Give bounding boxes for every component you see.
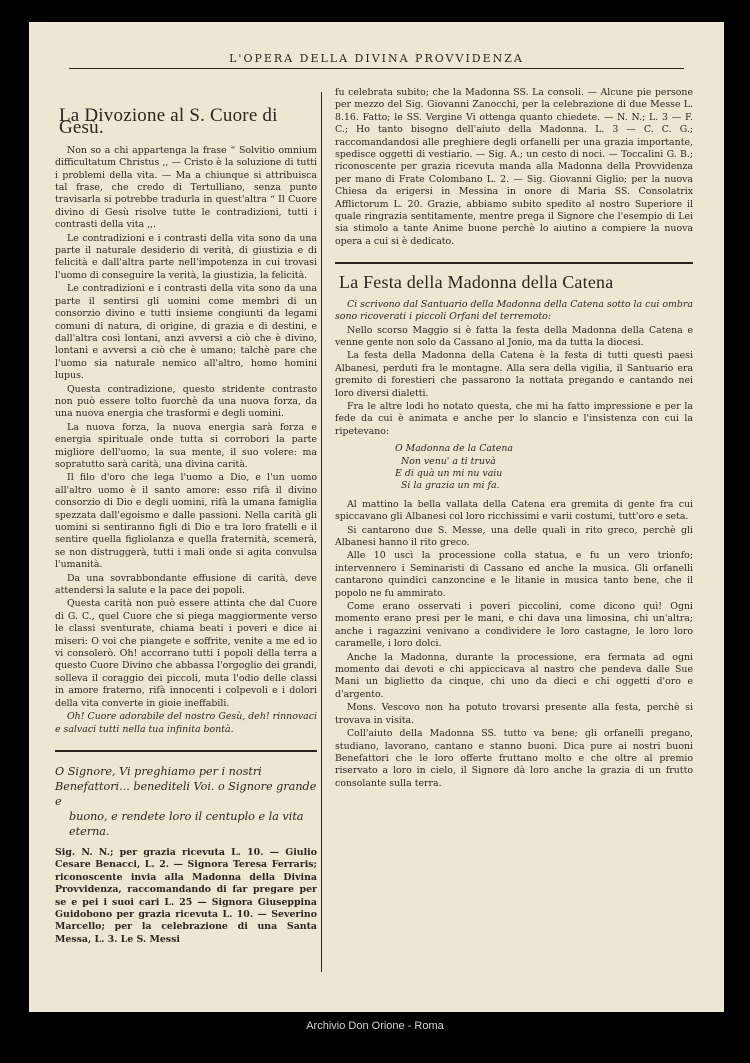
prayer-line: buono, e rendete loro il centuplo e la vita [69, 809, 304, 823]
paragraph: Mons. Vescovo non ha potuto trovarsi presente alla festa, perchè si trovava in visita. [335, 702, 693, 726]
article-title-sacred-heart: La Divozione al S. Cuore di Gesù. [59, 105, 278, 139]
donations-text: Sig. N. N.; per grazia ricevuta L. 10. — Giulio Cesare Benacci, L. 2. — Signora Teresa Ferraris; riconoscente invia alla Madonna della Divina Provvidenza, raccomandando di far pregare per se e pei i suoi cari L. 25 — Signora Giuseppina Guidobono per grazia ricevuta L. 10. — Severino Marcello; per la celebrazione di una Santa Messa, L. 3. Le S. Messi [55, 846, 317, 945]
paragraph: Coll'aiuto della Madonna SS. tutto va bene; gli orfanelli pregano, studiano, lavorano, cantano e stanno buoni. Dica pure ai nostri buoni Benefattori che le loro offerte fruttano molto e che oltre al premio riservato a loro in cielo, il Signore dà loro anche la grazia di un frutto consolante sulla terra. [335, 728, 693, 789]
article-intro: Ci scrivono dal Santuario della Madonna della Catena sotto la cui ombra sono ricoverati i piccoli Orfani del terremoto: [335, 298, 693, 323]
paragraph: Le contradizioni e i contrasti della vita sono da una parte il sentirsi gli uomini come membri di un consorzio divino e tutti insieme congiunti da legami comuni di natura, di origine, di grazia e di destini, e dall'altra così lontani, anzi avversi a ciò che è divino, lontani e avversi a ciò che è umano; talchè pare che l'uomo sia naturale nemico all'altro, homo homini lupus. [55, 283, 317, 382]
paragraph: Si cantarono due S. Messe, una delle quali in rito greco, perchè gli Albanesi hanno il rito greco. [335, 524, 693, 548]
paragraph: Questa carità non può essere attinta che dal Cuore di G. C., quel Cuore che si piega maggiormente verso le classi sventurate, chiama beati i poveri e dice ai miseri: O voi che piangete e soffrite, venite a me ed io vi consolerò. Oh! accorrano tutti i popoli della terra a questo Cuore Divino che abbassa l'orgoglio dei grandi, solleva il coraggio dei piccoli, muta l'odio delle classi in amore fraterno, rifà innocenti i colpevoli e i dolori della vita converte in gioie ineffabili. [55, 598, 317, 709]
song-verse [395, 443, 693, 493]
paragraph: Le contradizioni e i contrasti della vita sono da una parte il naturale desiderio di verità, di giustizia e di felicità e dall'altra parte nell'impotenza in cui trovasi l'uomo di conseguire la verità, la giustizia, la felicità. [55, 232, 317, 281]
donations-continued: fu celebrata subito; che la Madonna SS. La consoli. — Alcune pie persone per mezzo del Sig. Giovanni Zanocchi, per la celebrazione di due Messe L. 8.16. Fatto; le SS. Vergine Vi ottenga quanto chiedete. — N. N.; L. 3 — F. C.; Ho tanto bisogno dell'aiuto della Madonna. L. 3 — C. C. G.; raccomandandosi alle preghiere degli orfanelli per una grazia importante, spedisce oggetti di vestiario. — Sig. A.; un cesto di noci. — Toccalini G. B.; riconoscente per grazia ricevuta manda alla Madonna della Provvidenza per mano di Frate Colombano L. 2. — Sig. Giovanni Giglio; per la nuova Chiesa da erigersi in Messina in onore di Maria SS. Consolatrix Afflictorum L. 20. Grazie, abbiamo subito spedito al nostro Superiore il quale ringrazia sentitamente, mentre prega il Signore che l'esempio di Lei sia stimolo a tante Anime buone perchè lo aiutino a compiere la nuova opera a cui si è dedicato. [335, 87, 693, 247]
verse-line: Non venu' a ti truvà [401, 455, 496, 467]
prayer-line: O Signore, Vi preghiamo per i nostri Benefattori... benediteli Voi. o Signore grande e [55, 764, 317, 808]
newspaper-page [29, 22, 724, 1012]
verse-line: Si la grazia un mi fa. [401, 480, 500, 492]
paragraph: Al mattino la bella vallata della Catena era gremita di gente fra cui spiccavano gli Albanesi col loro ricchissimi e varii costumi, tutt'oro e seta. [335, 498, 693, 523]
donations-list [55, 847, 317, 946]
header-rule [69, 68, 684, 69]
paragraph: Non so a chi appartenga la frase “ Solvitio omnium difficultatum Christus ,, — Cristo è la soluzione di tutti i problemi della vita. — Ma a chiunque si attribuisca tal frase, che credo di Tertulliano, senza punto travisarla si potrebbe tradurla in quest'altra “ Il Cuore divino di Gesù risolve tutte le contradizioni, tutti i contrasti della vita ,,. [55, 144, 317, 231]
paragraph: La festa della Madonna della Catena è la festa di tutti questi paesi Albanesi, perduti fra le montagne. Alla sera della vigilia, il Santuario era gremito di forestieri che passarono la nottata pregando e cantando nei loro diversi dialetti. [335, 350, 693, 399]
right-column [335, 87, 693, 791]
verse-line: O Madonna de la Catena [395, 443, 513, 455]
section-rule [55, 750, 317, 752]
archive-caption: Archivio Don Orione - Roma [306, 1020, 444, 1032]
article-title-catena-feast: La Festa della Madonna della Catena [339, 272, 614, 293]
left-column [55, 94, 317, 947]
verse-line: E di quà un mi nu vaiu [395, 467, 503, 479]
paragraph: Il filo d'oro che lega l'uomo a Dio, e l'un uomo all'altro uomo è il santo amore: esso rifà il divino consorzio di Dio e degli uomini, rifà la umana famiglia spezzata dall'egoismo e dalle passioni. Nella carità gli uomini si sentiranno figli di Dio e tra loro fratelli e il sentire quella figliolanza e quella fraternità, scemerà, se non distruggerà, tutti i mali onde si agita convulsa l'umanità. [55, 472, 317, 571]
paragraph: Alle 10 uscì la processione colla statua, e fu un vero trionfo; intervennero i Seminaristi di Cassano ed anche la musica. Gli orfanelli cantarono quindici canzoncine e le litanie in musica tanto bene, che il popolo ne fu ammirato. [335, 550, 693, 599]
benefactors-prayer [55, 764, 317, 839]
paragraph: Nello scorso Maggio si è fatta la festa della Madonna della Catena e venne gente non solo da Cassano al Jonio, ma da tutta la diocesi. [335, 324, 693, 348]
page-header: L'OPERA DELLA DIVINA PROVVIDENZA [229, 52, 524, 65]
closing-invocation: Oh! Cuore adorabile del nostro Gesù, deh! rinnovaci e salvaci tutti nella tua infinita bontà. [55, 711, 317, 735]
paragraph: Questa contradizione, questo stridente contrasto non può essere tolto fuorchè da una nuova forza, da una nuova energia che trasformi e degli uomini. [55, 383, 317, 420]
section-rule [335, 262, 693, 264]
paragraph: Da una sovrabbondante effusione di carità, deve attendersi la salute e la pace dei popoli. [55, 572, 317, 597]
paragraph: Anche la Madonna, durante la processione, era fermata ad ogni momento dai devoti e chi appiccicava al nastro che pendeva dalle Sue Mani un biglietto da cinque, chi uno da dieci e chi oggetti d'oro e d'argento. [335, 651, 693, 700]
prayer-line: eterna. [69, 824, 110, 838]
paragraph: Come erano osservati i poveri piccolini, come dicono quì! Ogni momento erano presi per le mani, e chi dava una limosina, chi un'altra; anche i ragazzini venivano a condividere le loro castagne, le loro loro caramelle, i loro dolci. [335, 601, 693, 650]
column-divider [321, 92, 322, 972]
paragraph: La nuova forza, la nuova energia sarà forza e energia spirituale onde tutta si corrobori la parte migliore dell'uomo, la sua mente, il suo volere: ma sopratutto sarà carità, una divina carità. [55, 421, 317, 470]
paragraph: Fra le altre lodi ho notato questa, che mi ha fatto impressione e per la fede da cui è animata e anche per lo slancio e l'insistenza con cui la ripetevano: [335, 400, 693, 437]
